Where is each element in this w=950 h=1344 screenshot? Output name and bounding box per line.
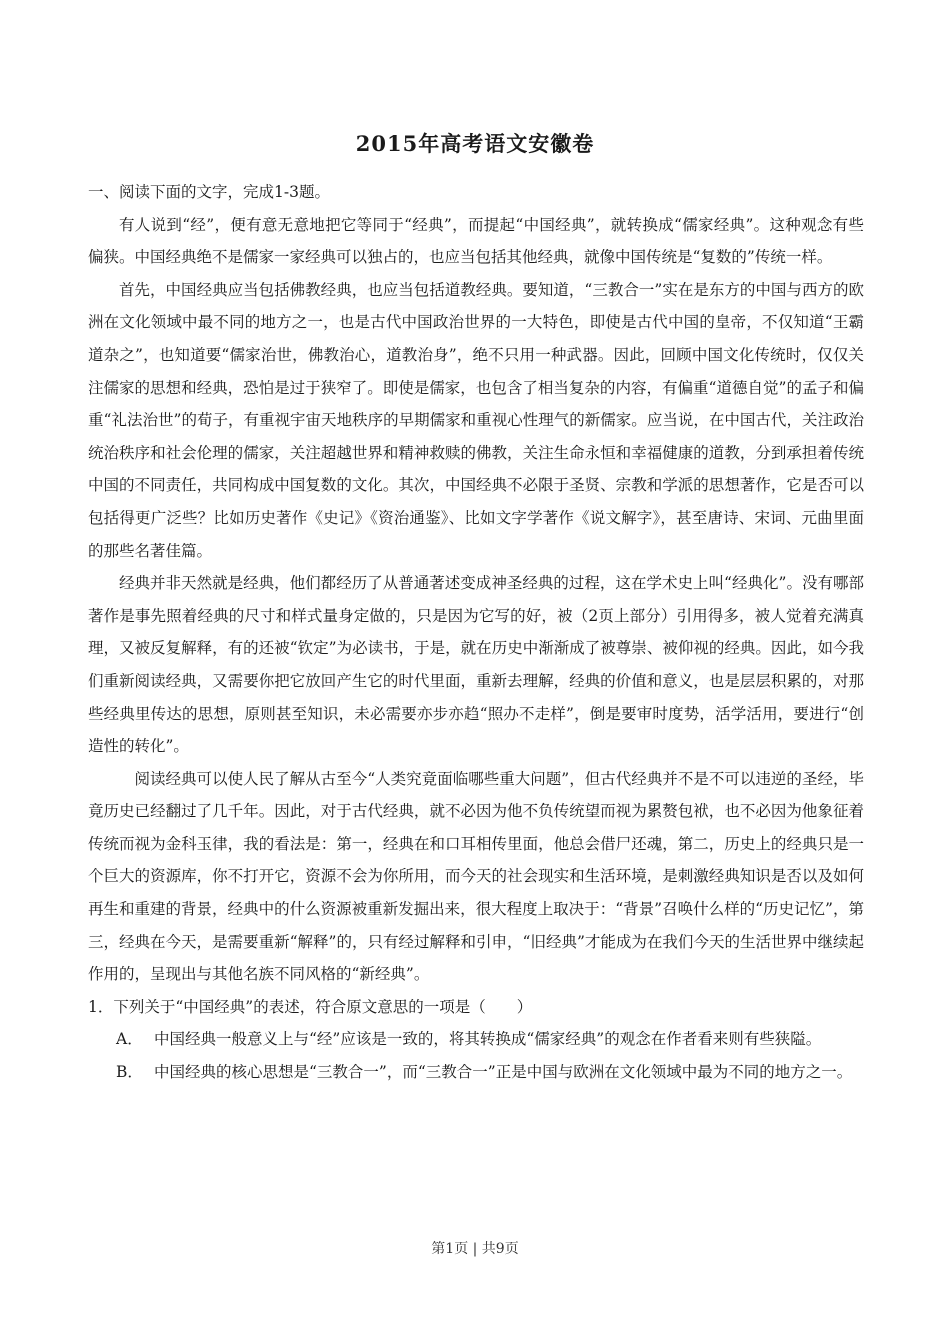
section-heading: 一、阅读下面的文字，完成1-3题。 [88, 183, 330, 201]
option-b-text: 中国经典的核心思想是“三教合一”，而“三教合一”正是中国与欧洲在文化领域中最为不同的地方之一。 [154, 1063, 853, 1082]
option-b-key: B． [116, 1063, 143, 1082]
option-b [88, 1056, 864, 1089]
paragraph-3: 经典并非天然就是经典，他们都经历了从普通著述变成神圣经典的过程，这在学术史上叫“经典化”。没有哪部著作是事先照着经典的尺寸和样式量身定做的，只是因为它写的好，被（2页上部分）引用得多，被人觉着充满真理，又被反复解释，有的还被“钦定”为必读书，于是，就在历史中渐渐成了被尊崇、被仰视的经典。因此，如今我们重新阅读经典，又需要你把它放回产生它的时代里面，重新去理解，经典的价值和意义，也是层层积累的，对那些经典里传达的思想，原则甚至知识，未必需要亦步亦趋“照办不走样”，倒是要审时度势，活学活用，要进行“创造性的转化”。 [88, 574, 864, 756]
paragraph-1: 有人说到“经”，便有意无意地把它等同于“经典”，而提起“中国经典”，就转换成“儒家经典”。这种观念有些偏狭。中国经典绝不是儒家一家经典可以独占的，也应当包括其他经典，就像中国传统是“复数的”传统一样。 [88, 215, 864, 267]
document-title: 2015年高考语文安徽卷 [355, 131, 595, 156]
question-stem: 1．下列关于“中国经典”的表述，符合原文意思的一项是（ ） [88, 997, 533, 1016]
paragraph-2: 首先，中国经典应当包括佛教经典，也应当包括道教经典。要知道，“三教合一”实在是东方的中国与西方的欧洲在文化领域中最不同的地方之一，也是古代中国政治世界的一大特色，即使是古代中国的皇帝，不仅知道“王霸道杂之”，也知道要“儒家治世，佛教治心，道教治身”，绝不只用一种武器。因此，回顾中国文化传统时，仅仅关注儒家的思想和经典，恐怕是过于狭窄了。即使是儒家，也包含了相当复杂的内容，有偏重“道德自觉”的孟子和偏重“礼法治世”的荀子，有重视宇宙天地秩序的早期儒家和重视心性理气的新儒家。应当说，在中国古代，关注政治统治秩序和社会伦理的儒家，关注超越世界和精神救赎的佛教，关注生命永恒和幸福健康的道教，分到承担着传统中国的不同责任，共同构成中国复数的文化。其次，中国经典不必限于圣贤、宗教和学派的思想著作，它是否可以包括得更广泛些？比如历史著作《史记》《资治通鉴》、比如文字学著作《说文解字》，甚至唐诗、宋词、元曲里面的那些名著佳篇。 [88, 280, 864, 560]
document-body [88, 176, 864, 1089]
paragraph-4: 阅读经典可以使人民了解从古至今“人类究竟面临哪些重大问题”，但古代经典并不是不可以违逆的圣经，毕竟历史已经翻过了几千年。因此，对于古代经典，就不必因为他不负传统望而视为累赘包袱，也不必因为他象征着传统而视为金科玉律，我的看法是：第一，经典在和口耳相传里面，他总会借尸还魂，第二，历史上的经典只是一个巨大的资源库，你不打开它，资源不会为你所用，而今天的社会现实和生活环境，是刺激经典知识是否以及如何再生和重建的背景，经典中的什么资源被重新发掘出来，很大程度上取决于：“背景”召唤什么样的“历史记忆”，第三，经典在今天，是需要重新“解释”的，只有经过解释和引申，“旧经典”才能成为在我们今天的生活世界中继续起作用的，呈现出与其他名族不同风格的“新经典”。 [88, 769, 864, 984]
option-a-key: A． [116, 1030, 143, 1049]
option-a [88, 1023, 864, 1056]
option-a-text: 中国经典一般意义上与“经”应该是一致的，将其转换成“儒家经典”的观念在作者看来则有些狭隘。 [154, 1030, 822, 1049]
page-footer: 第1页 | 共9页 [431, 1241, 519, 1257]
